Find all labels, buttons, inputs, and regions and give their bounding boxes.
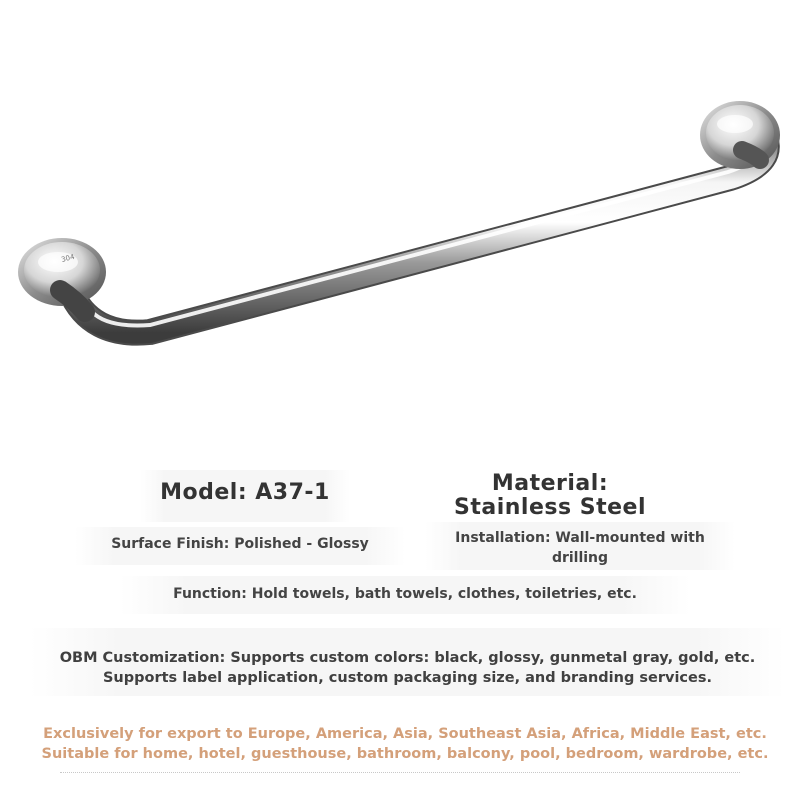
towel-bar-rod xyxy=(70,132,767,333)
export-line-2: Suitable for home, hotel, guesthouse, bathroom, balcony, pool, bedroom, wardrobe, etc. xyxy=(41,746,769,762)
material-panel xyxy=(440,470,660,522)
material-label: Material: xyxy=(491,471,609,496)
left-wall-mount xyxy=(18,238,106,312)
function-panel xyxy=(120,576,690,614)
installation-text: Installation: Wall-mounted with drilling xyxy=(455,530,705,566)
surface-finish-text: Surface Finish: Polished - Glossy xyxy=(111,536,369,552)
model-title: Model: A37-1 xyxy=(160,480,330,505)
material-title xyxy=(440,472,660,520)
bottom-divider xyxy=(60,772,740,775)
export-text xyxy=(20,724,790,764)
obm-line-2: Supports label application, custom packaging size, and branding services. xyxy=(102,670,713,686)
left-mount-engraving: 304 xyxy=(60,252,76,264)
installation-panel xyxy=(425,522,735,570)
material-value: Stainless Steel xyxy=(454,495,646,520)
export-line-1: Exclusively for export to Europe, America, Asia, Southeast Asia, Africa, Middle East, etc. xyxy=(43,726,767,742)
function-text: Function: Hold towels, bath towels, clothes, toiletries, etc. xyxy=(173,586,637,602)
obm-customization-panel xyxy=(30,628,785,696)
model-panel xyxy=(140,470,350,522)
obm-text xyxy=(30,648,785,688)
right-wall-mount xyxy=(700,101,780,169)
obm-line-1: OBM Customization: Supports custom colors: black, glossy, gunmetal gray, gold, etc. xyxy=(59,650,756,666)
surface-finish-panel xyxy=(75,527,405,565)
